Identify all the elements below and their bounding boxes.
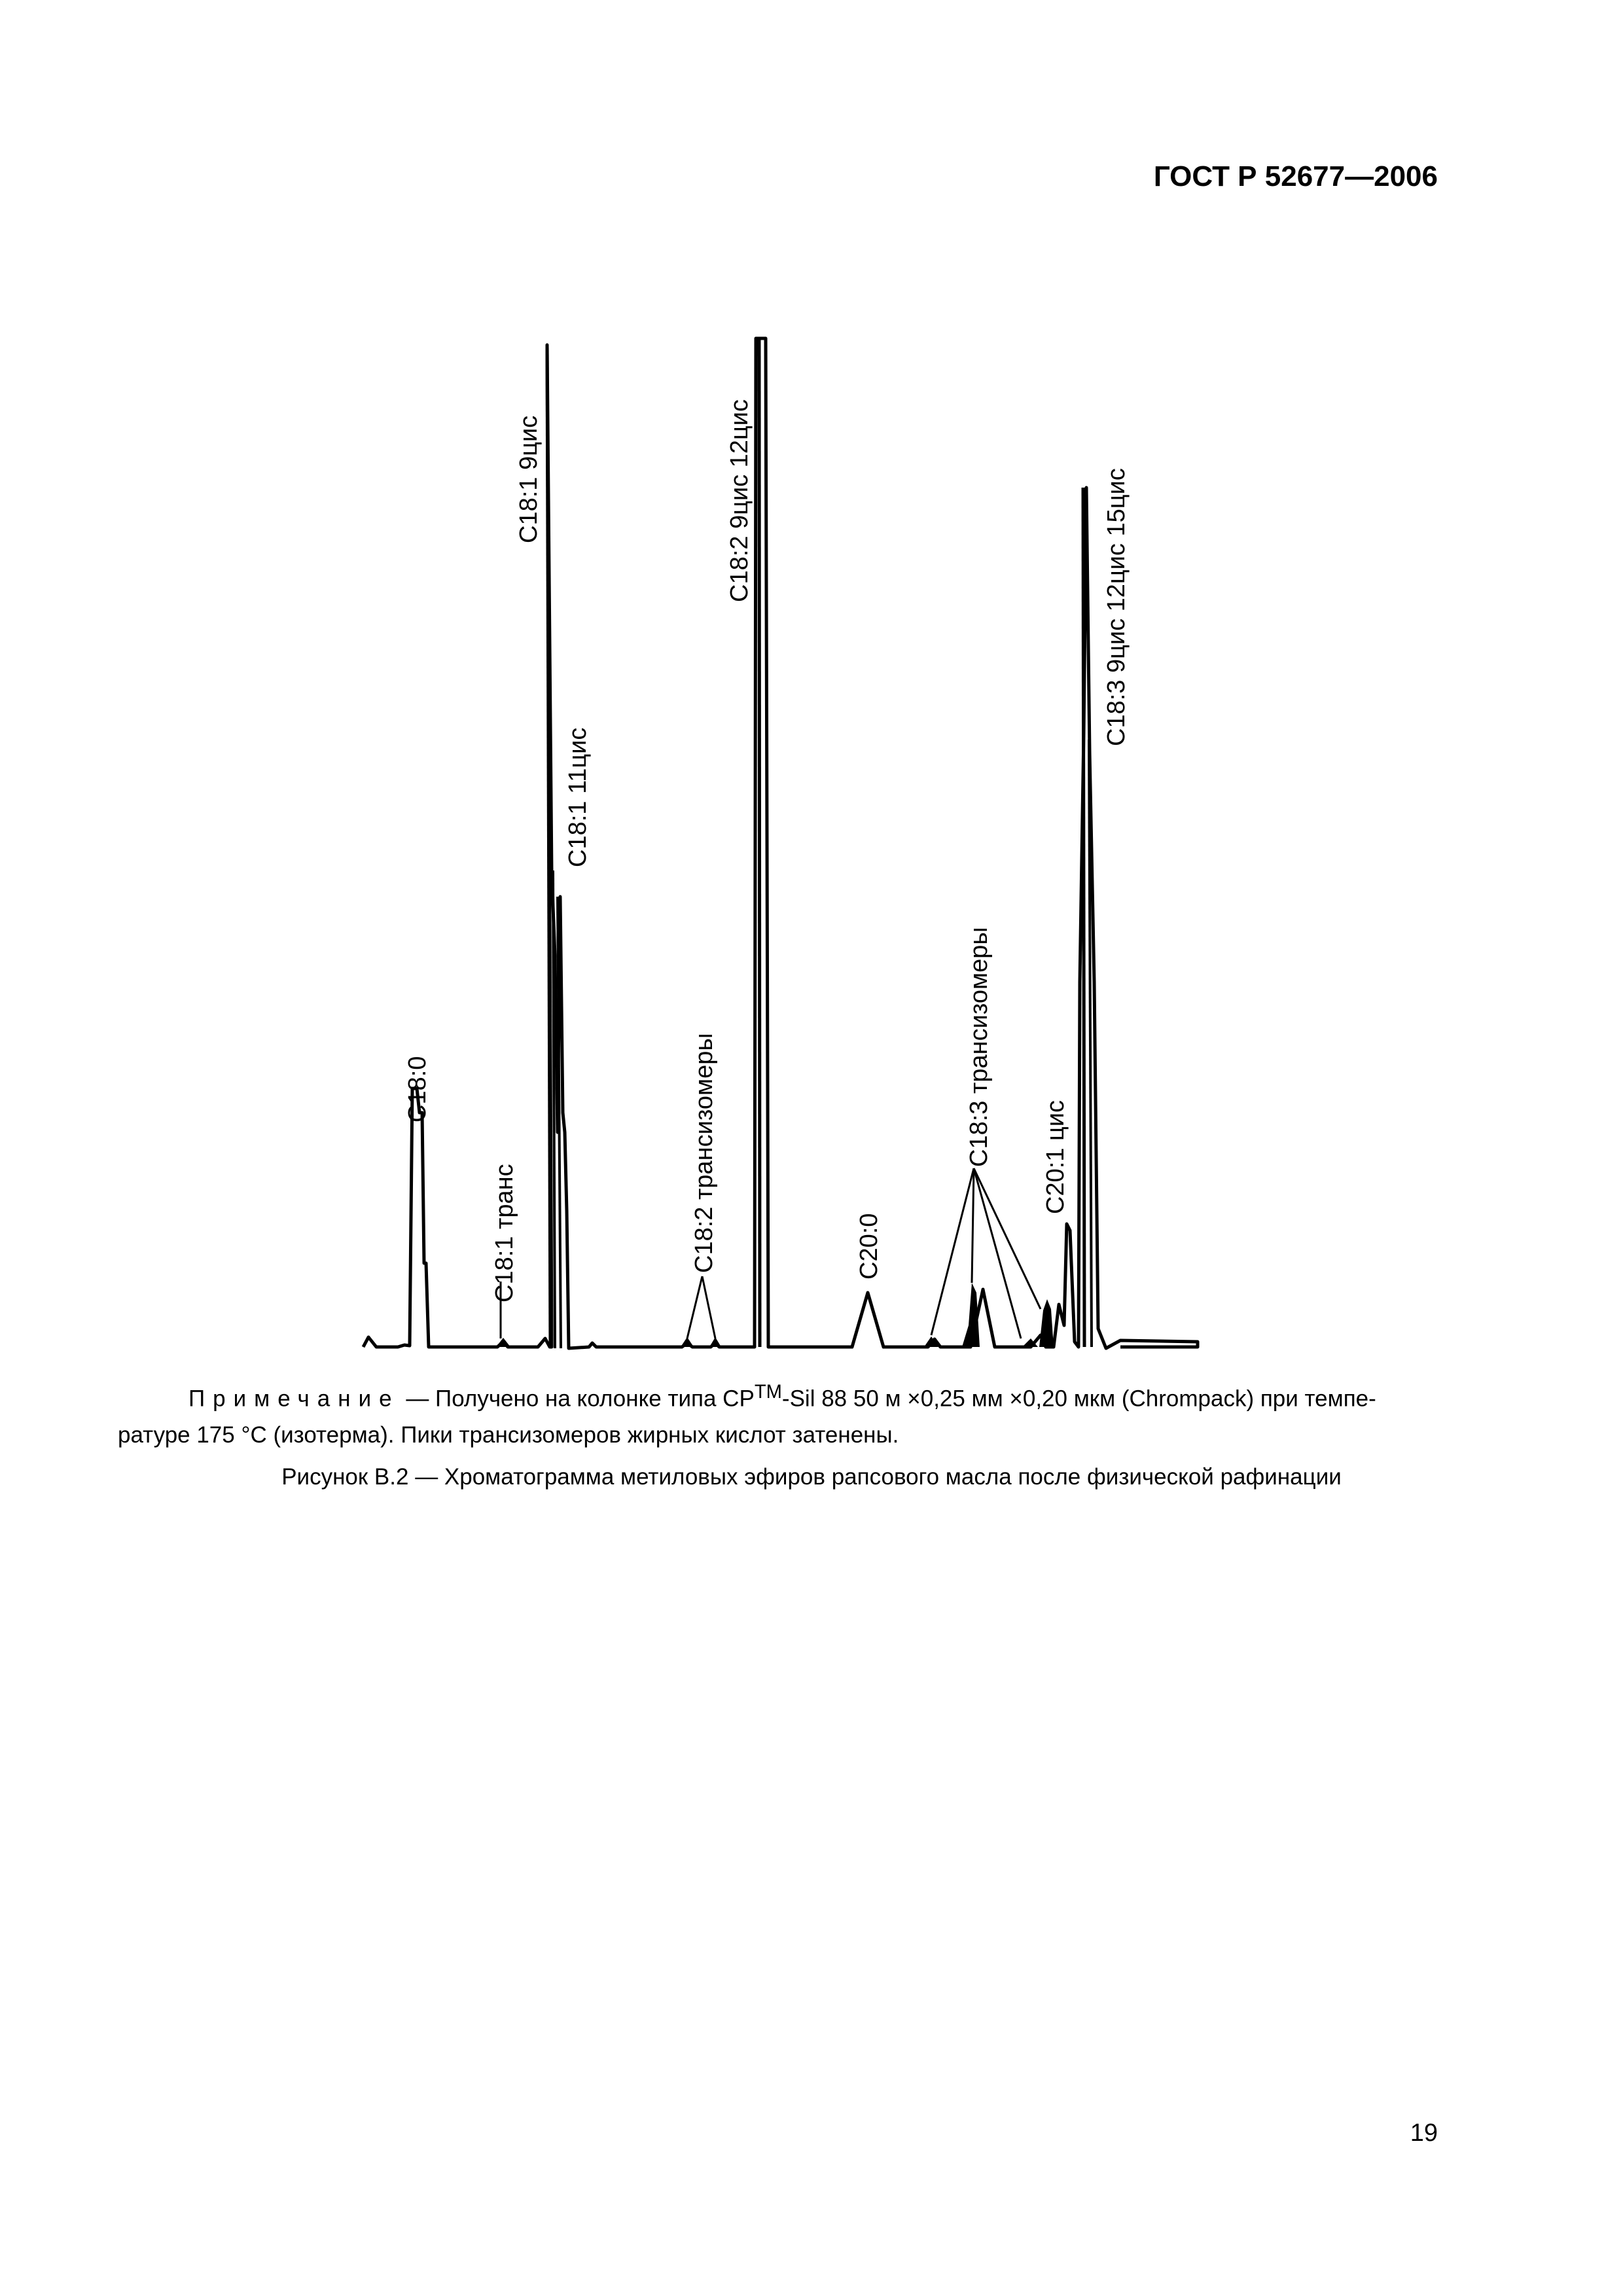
note-text-part2: -Sil 88 50 м ×0,25 мм ×0,20 мкм (Chrompack) при темпе-	[781, 1386, 1376, 1412]
figure-caption: Рисунок В.2 — Хроматограмма метиловых эфиров рапсового масла после физической рафинации	[281, 1464, 1342, 1490]
chromatogram-trace	[363, 338, 1198, 1348]
label-c18-2-trans: C18:2 трансизомеры	[690, 1033, 718, 1273]
figure-note	[118, 1374, 1440, 1453]
label-c18-3-cis: C18:3 9цис 12цис 15цис	[1103, 468, 1130, 746]
page-number: 19	[1410, 2119, 1438, 2147]
label-c18-0: C18:0	[404, 1056, 431, 1122]
note-superscript: TM	[754, 1382, 782, 1403]
label-c18-2-cis: C18:2 9цис 12цис	[726, 399, 753, 602]
note-text-part1: — Получено на колонке типа CP	[399, 1386, 755, 1412]
note-label: Примечание	[188, 1386, 400, 1412]
shaded-peak-c18-2-trans-b	[709, 1337, 721, 1347]
label-c18-3-trans: C18:3 трансизомеры	[965, 927, 993, 1167]
document-code-header: ГОСТ Р 52677—2006	[1153, 160, 1438, 192]
shaded-peak-c18-3-trans-d	[1039, 1299, 1054, 1347]
label-c18-1-trans: C18:1 транс	[491, 1164, 518, 1302]
shaded-peak-c18-1-trans	[496, 1338, 510, 1347]
note-line-2: ратуре 175 °С (изотерма). Пики трансизомеров жирных кислот затенены.	[118, 1422, 899, 1448]
note-line-1	[118, 1374, 1440, 1417]
label-c18-1-9cis: C18:1 9цис	[515, 415, 543, 543]
label-c18-1-11cis: C18:1 11цис	[564, 727, 592, 867]
label-c20-0: C20:0	[855, 1213, 883, 1280]
label-c20-1-cis: C20:1 цис	[1042, 1100, 1069, 1214]
shaded-peak-c18-2-trans-a	[681, 1337, 694, 1347]
shaded-peak-c18-3-trans-b	[962, 1283, 980, 1347]
